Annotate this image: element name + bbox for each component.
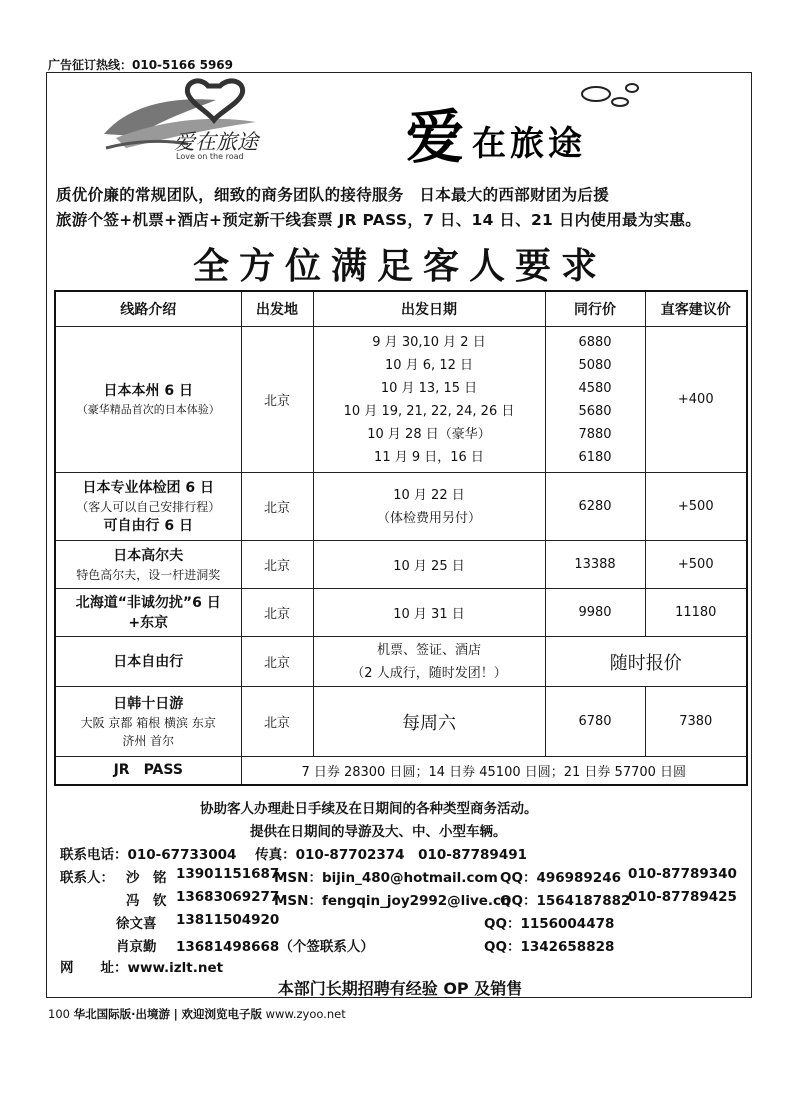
website-row [60,956,223,976]
contact-msn[interactable]: MSN：bijin_480@hotmail.com [274,870,498,886]
jr-pass-detail: 7 日券 28300 日圆；14 日券 45100 日圆；21 日券 57700 日圆 [241,757,747,785]
route-japan-korea [55,687,241,757]
date-line: 10 月 22 日 [393,487,465,503]
date-line: 10 月 28 日（豪华） [367,426,491,442]
route-note: 特色高尔夫，设一杆进洞奖 [76,567,221,582]
date-line: （体检费用另付） [376,510,481,526]
price-line: 7880 [578,426,612,442]
date-line: （2 人成行，随时发团！） [351,665,507,681]
date-line: 10 月 13, 15 日 [380,380,478,396]
date-line: 9 月 30,10 月 2 日 [372,334,486,350]
price-line: 5080 [578,357,612,373]
contact-name: 沙 铭 [126,870,167,886]
route-golf [55,541,241,589]
route-note: （客人可以自己安排行程） [76,499,221,514]
logo-calligraphy-rest: 在旅途 [472,124,586,164]
contact-qq: QQ：496989246 [500,870,621,886]
route-name: 日本专业体检团 6 日 [82,479,214,496]
route-checkup [55,473,241,541]
contact-msn[interactable]: MSN：fengqin_joy2992@live.cn [274,893,511,909]
route-free [55,637,241,687]
origin-cell: 北京 [241,541,313,589]
footer-site-link[interactable]: www.zyoo.net [265,1007,346,1021]
page-footer [48,1006,346,1022]
page-number: 100 [48,1007,70,1021]
logo-calligraphy-first: 爱 [406,103,465,171]
intro-line-1: 质优价廉的常规团队，细致的商务团队的接待服务 日本最大的西部财团为后援 [56,186,610,204]
contact-person-label: 联系人： [60,870,114,886]
table-row-golf [55,541,747,589]
price-line: 5680 [578,403,612,419]
logo-brand-text: 爱在旅途 [174,130,258,154]
contact-name: 徐文喜 [116,916,157,932]
route-hokkaido [55,589,241,637]
table-row-japan-korea [55,687,747,757]
route-name: 日韩十日游 [113,695,184,712]
logo-tagline: Love on the road [176,152,244,161]
recruitment-notice: 本部门长期招聘有经验 OP 及销售 [277,979,523,998]
dates-cell [313,637,545,687]
date-line: 10 月 6, 12 日 [384,357,474,373]
contact-name: 冯 钦 [126,893,167,909]
footer-separator: | [173,1007,178,1021]
route-name: 日本自由行 [113,653,184,670]
route-name: 北海道“非诚勿扰”6 日 [75,594,221,611]
table-row-checkup [55,473,747,541]
contact-phone-row [60,843,527,863]
date-cell: 10 月 25 日 [313,541,545,589]
route-jr-pass [55,757,241,785]
logo-love-on-the-road [96,78,296,164]
price-line: 6180 [578,449,612,465]
contact-qq: QQ：1342658828 [484,939,615,955]
date-line: 11 月 9 日，16 日 [374,449,484,465]
contact-mobile: 13901151687 [176,866,280,882]
route-note: （豪华精品首次的日本体验） [76,402,220,416]
contact-name: 肖京勤 [116,939,157,955]
header-date: 出发日期 [313,291,545,327]
contact-tel: 010-87789340 [628,866,737,882]
route-name: JR PASS [113,762,183,779]
route-cities-2: 济州 首尔 [122,733,175,748]
price-cell: 9980 [545,589,645,637]
headline: 全方位满足客人要求 [192,245,607,287]
origin-cell: 北京 [241,327,313,473]
table-row-hokkaido [55,589,747,637]
contact-qq: QQ：1156004478 [484,916,615,932]
date-line: 机票、签证、酒店 [376,642,481,658]
header-route: 线路介绍 [55,291,241,327]
ad-hotline: 广告征订热线：010-5166 5969 [48,58,234,72]
header-suggested-price: 直客建议价 [645,291,747,327]
service-line-1: 协助客人办理赴日手续及在日期间的各种类型商务活动。 [200,801,538,817]
date-line: 10 月 19, 21, 22, 24, 26 日 [343,403,515,419]
website-link[interactable]: www.izlt.net [127,960,224,976]
origin-cell: 北京 [241,589,313,637]
phone-number: 010-67733004 [127,847,237,863]
dates-cell [313,327,545,473]
route-cities-1: 大阪 京都 箱根 横滨 东京 [80,715,216,730]
publication-name: 华北国际版·出境游 [73,1007,170,1021]
route-name: 日本本州 6 日 [103,382,193,399]
header-trade-price: 同行价 [545,291,645,327]
date-cell: 每周六 [313,687,545,757]
table-row-jr-pass [55,757,747,785]
route-extra: 可自由行 6 日 [103,517,193,534]
website-label: 网 址： [60,960,128,976]
price-on-request-cell: 随时报价 [545,637,747,687]
price-cell: 6280 [545,473,645,541]
price-line: 4580 [578,380,612,396]
table-row-honshu [55,327,747,473]
contact-tel: 010-87789425 [628,889,737,905]
route-name: 日本高尔夫 [113,547,184,564]
price-cell: 6780 [545,687,645,757]
dates-cell [313,473,545,541]
service-line-2: 提供在日期间的导游及大、中、小型车辆。 [250,824,507,840]
price-line: 6880 [578,334,612,350]
date-cell: 10 月 31 日 [313,589,545,637]
price-cell: 13388 [545,541,645,589]
origin-cell: 北京 [241,637,313,687]
contact-mobile: 13811504920 [176,912,280,928]
suggested-cell: +500 [645,473,747,541]
fax-number: 010-87702374 010-87789491 [295,847,527,863]
table-row-free [55,637,747,687]
footer-slogan: 欢迎浏览电子版 [181,1007,262,1021]
intro-line-2: 旅游个签+机票+酒店+预定新干线套票 JR PASS，7 日、14 日、21 日内使用最为实惠。 [56,211,702,229]
contact-mobile: 13681498668（个签联系人） [176,939,374,955]
phone-label: 联系电话： [60,847,128,863]
suggested-cell: 7380 [645,687,747,757]
route-table [54,290,748,786]
route-honshu [55,327,241,473]
suggested-cell: 11180 [645,589,747,637]
route-extra: +东京 [128,614,169,631]
suggested-cell: +400 [645,327,747,473]
contact-qq: QQ：1564187882 [500,893,631,909]
origin-cell: 北京 [241,687,313,757]
origin-cell: 北京 [241,473,313,541]
fax-label: 传真： [255,847,296,863]
contact-mobile: 13683069277 [176,889,280,905]
prices-cell [545,327,645,473]
suggested-cell: +500 [645,541,747,589]
table-header-row [55,291,747,327]
header-origin: 出发地 [241,291,313,327]
logo-calligraphy [400,80,700,170]
